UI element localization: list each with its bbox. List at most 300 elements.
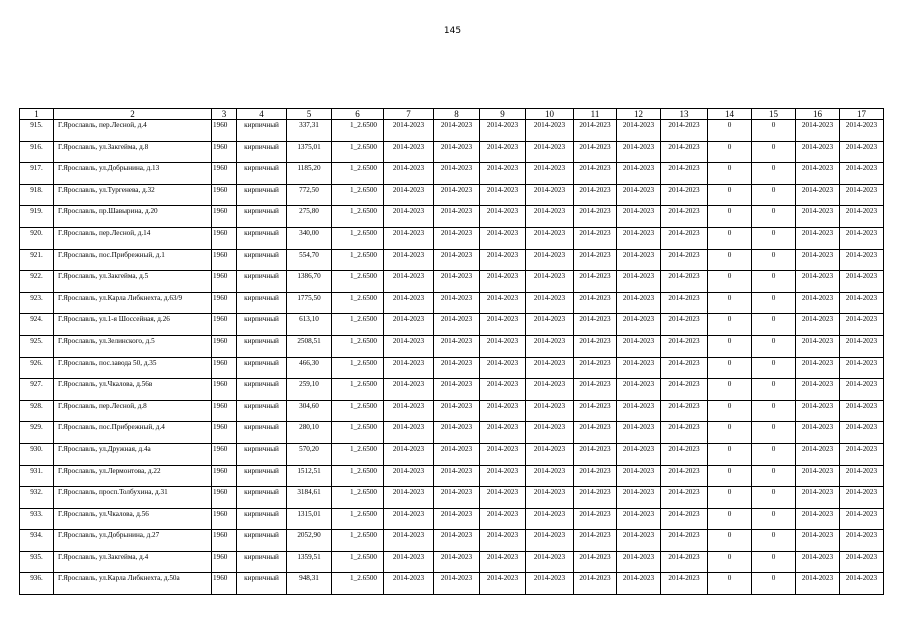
count-cell: 0 (752, 335, 796, 357)
period-cell: 2014-2023 (574, 400, 617, 422)
period-cell: 2014-2023 (480, 314, 526, 336)
period-cell: 2014-2023 (574, 508, 617, 530)
count-cell: 0 (708, 184, 752, 206)
column-header: 13 (661, 109, 708, 120)
row-number-cell: 923. (20, 292, 54, 314)
period-cell: 2014-2023 (840, 206, 884, 228)
period-cell: 2014-2023 (384, 314, 434, 336)
period-cell: 2014-2023 (526, 335, 574, 357)
address-cell: Г.Ярославль, ул.Зелинского, д.5 (54, 335, 212, 357)
period-cell: 2014-2023 (796, 271, 840, 293)
year-cell: 1960 (212, 141, 237, 163)
period-cell: 2014-2023 (840, 530, 884, 552)
table-row (20, 530, 884, 552)
count-cell: 0 (708, 357, 752, 379)
count-cell: 0 (708, 487, 752, 509)
period-cell: 2014-2023 (661, 530, 708, 552)
period-cell: 2014-2023 (796, 163, 840, 185)
address-cell: Г.Ярославль, пер.Лесной, д.8 (54, 400, 212, 422)
period-cell: 2014-2023 (840, 379, 884, 401)
period-cell: 2014-2023 (661, 422, 708, 444)
period-cell: 2014-2023 (617, 551, 661, 573)
wall-material-cell: кирпичный (237, 141, 287, 163)
period-cell: 2014-2023 (617, 443, 661, 465)
address-cell: Г.Ярославль, пр.Шавырина, д.20 (54, 206, 212, 228)
period-cell: 2014-2023 (434, 206, 480, 228)
address-cell: Г.Ярославль, ул.Добрынина, д.27 (54, 530, 212, 552)
wall-material-cell: кирпичный (237, 400, 287, 422)
count-cell: 0 (752, 508, 796, 530)
period-cell: 2014-2023 (617, 141, 661, 163)
table-row (20, 163, 884, 185)
code-cell: 1_2.6500 (332, 400, 384, 422)
period-cell: 2014-2023 (796, 335, 840, 357)
wall-material-cell: кирпичный (237, 530, 287, 552)
year-cell: 1960 (212, 530, 237, 552)
period-cell: 2014-2023 (526, 443, 574, 465)
area-cell: 304,60 (287, 400, 332, 422)
table-row (20, 292, 884, 314)
table-row (20, 400, 884, 422)
wall-material-cell: кирпичный (237, 465, 287, 487)
table-body (20, 120, 884, 595)
address-cell: Г.Ярославль, ул.Чкалова, д.56в (54, 379, 212, 401)
code-cell: 1_2.6500 (332, 465, 384, 487)
period-cell: 2014-2023 (574, 573, 617, 595)
period-cell: 2014-2023 (661, 443, 708, 465)
period-cell: 2014-2023 (434, 271, 480, 293)
address-cell: Г.Ярославль, пер.Лесной, д.14 (54, 227, 212, 249)
period-cell: 2014-2023 (480, 379, 526, 401)
address-cell: Г.Ярославль, ул.Чкалова, д.56 (54, 508, 212, 530)
table-row (20, 249, 884, 271)
row-number-cell: 917. (20, 163, 54, 185)
row-number-cell: 931. (20, 465, 54, 487)
period-cell: 2014-2023 (796, 314, 840, 336)
wall-material-cell: кирпичный (237, 292, 287, 314)
period-cell: 2014-2023 (796, 422, 840, 444)
period-cell: 2014-2023 (617, 292, 661, 314)
code-cell: 1_2.6500 (332, 141, 384, 163)
column-number-row (20, 109, 884, 120)
period-cell: 2014-2023 (480, 249, 526, 271)
area-cell: 3184,61 (287, 487, 332, 509)
table-row (20, 314, 884, 336)
year-cell: 1960 (212, 357, 237, 379)
period-cell: 2014-2023 (617, 400, 661, 422)
period-cell: 2014-2023 (434, 573, 480, 595)
page-number: 145 (443, 26, 462, 36)
period-cell: 2014-2023 (796, 249, 840, 271)
period-cell: 2014-2023 (661, 206, 708, 228)
area-cell: 1359,51 (287, 551, 332, 573)
period-cell: 2014-2023 (617, 314, 661, 336)
period-cell: 2014-2023 (661, 379, 708, 401)
period-cell: 2014-2023 (526, 141, 574, 163)
period-cell: 2014-2023 (574, 184, 617, 206)
count-cell: 0 (752, 379, 796, 401)
period-cell: 2014-2023 (617, 184, 661, 206)
column-header: 7 (384, 109, 434, 120)
period-cell: 2014-2023 (434, 227, 480, 249)
period-cell: 2014-2023 (796, 227, 840, 249)
table-row (20, 422, 884, 444)
period-cell: 2014-2023 (526, 379, 574, 401)
table-row (20, 335, 884, 357)
column-header: 3 (212, 109, 237, 120)
address-cell: Г.Ярославль, пер.Лесной, д.4 (54, 120, 212, 142)
area-cell: 772,50 (287, 184, 332, 206)
address-cell: Г.Ярославль, пос.завода 50, д.35 (54, 357, 212, 379)
count-cell: 0 (708, 422, 752, 444)
period-cell: 2014-2023 (526, 314, 574, 336)
period-cell: 2014-2023 (384, 443, 434, 465)
period-cell: 2014-2023 (840, 551, 884, 573)
period-cell: 2014-2023 (661, 120, 708, 142)
area-cell: 1375,01 (287, 141, 332, 163)
period-cell: 2014-2023 (796, 141, 840, 163)
row-number-cell: 922. (20, 271, 54, 293)
area-cell: 1775,50 (287, 292, 332, 314)
period-cell: 2014-2023 (796, 292, 840, 314)
period-cell: 2014-2023 (384, 487, 434, 509)
code-cell: 1_2.6500 (332, 271, 384, 293)
wall-material-cell: кирпичный (237, 508, 287, 530)
year-cell: 1960 (212, 573, 237, 595)
period-cell: 2014-2023 (526, 120, 574, 142)
period-cell: 2014-2023 (526, 227, 574, 249)
code-cell: 1_2.6500 (332, 314, 384, 336)
period-cell: 2014-2023 (617, 335, 661, 357)
area-cell: 1185,20 (287, 163, 332, 185)
period-cell: 2014-2023 (661, 184, 708, 206)
column-header: 8 (434, 109, 480, 120)
period-cell: 2014-2023 (526, 530, 574, 552)
period-cell: 2014-2023 (617, 487, 661, 509)
column-header: 12 (617, 109, 661, 120)
period-cell: 2014-2023 (796, 465, 840, 487)
period-cell: 2014-2023 (434, 530, 480, 552)
period-cell: 2014-2023 (661, 271, 708, 293)
period-cell: 2014-2023 (526, 163, 574, 185)
wall-material-cell: кирпичный (237, 314, 287, 336)
period-cell: 2014-2023 (384, 357, 434, 379)
area-cell: 340,00 (287, 227, 332, 249)
table-row (20, 271, 884, 293)
table-row (20, 141, 884, 163)
period-cell: 2014-2023 (384, 184, 434, 206)
wall-material-cell: кирпичный (237, 551, 287, 573)
period-cell: 2014-2023 (617, 120, 661, 142)
period-cell: 2014-2023 (574, 206, 617, 228)
code-cell: 1_2.6500 (332, 551, 384, 573)
year-cell: 1960 (212, 120, 237, 142)
period-cell: 2014-2023 (617, 271, 661, 293)
column-header: 11 (574, 109, 617, 120)
period-cell: 2014-2023 (840, 227, 884, 249)
period-cell: 2014-2023 (574, 551, 617, 573)
code-cell: 1_2.6500 (332, 249, 384, 271)
year-cell: 1960 (212, 227, 237, 249)
period-cell: 2014-2023 (840, 357, 884, 379)
row-number-cell: 932. (20, 487, 54, 509)
period-cell: 2014-2023 (480, 465, 526, 487)
code-cell: 1_2.6500 (332, 443, 384, 465)
period-cell: 2014-2023 (384, 292, 434, 314)
wall-material-cell: кирпичный (237, 443, 287, 465)
column-header: 16 (796, 109, 840, 120)
row-number-cell: 924. (20, 314, 54, 336)
wall-material-cell: кирпичный (237, 227, 287, 249)
period-cell: 2014-2023 (574, 271, 617, 293)
year-cell: 1960 (212, 465, 237, 487)
address-cell: Г.Ярославль, просп.Толбухина, д.31 (54, 487, 212, 509)
period-cell: 2014-2023 (434, 141, 480, 163)
period-cell: 2014-2023 (661, 163, 708, 185)
table-row (20, 465, 884, 487)
count-cell: 0 (708, 573, 752, 595)
year-cell: 1960 (212, 184, 237, 206)
period-cell: 2014-2023 (526, 400, 574, 422)
period-cell: 2014-2023 (384, 422, 434, 444)
period-cell: 2014-2023 (384, 227, 434, 249)
code-cell: 1_2.6500 (332, 227, 384, 249)
period-cell: 2014-2023 (526, 206, 574, 228)
period-cell: 2014-2023 (796, 443, 840, 465)
count-cell: 0 (752, 443, 796, 465)
count-cell: 0 (752, 292, 796, 314)
code-cell: 1_2.6500 (332, 335, 384, 357)
count-cell: 0 (752, 487, 796, 509)
year-cell: 1960 (212, 314, 237, 336)
code-cell: 1_2.6500 (332, 357, 384, 379)
period-cell: 2014-2023 (480, 163, 526, 185)
period-cell: 2014-2023 (796, 508, 840, 530)
table-row (20, 508, 884, 530)
period-cell: 2014-2023 (480, 184, 526, 206)
table-row (20, 227, 884, 249)
period-cell: 2014-2023 (480, 508, 526, 530)
period-cell: 2014-2023 (480, 530, 526, 552)
period-cell: 2014-2023 (574, 335, 617, 357)
address-cell: Г.Ярославль, ул.Тургенева, д.32 (54, 184, 212, 206)
period-cell: 2014-2023 (840, 249, 884, 271)
count-cell: 0 (752, 227, 796, 249)
address-cell: Г.Ярославль, ул.Закгейма, д.8 (54, 141, 212, 163)
period-cell: 2014-2023 (574, 443, 617, 465)
period-cell: 2014-2023 (796, 184, 840, 206)
row-number-cell: 920. (20, 227, 54, 249)
code-cell: 1_2.6500 (332, 206, 384, 228)
column-header: 14 (708, 109, 752, 120)
table-row (20, 206, 884, 228)
row-number-cell: 919. (20, 206, 54, 228)
area-cell: 570,20 (287, 443, 332, 465)
wall-material-cell: кирпичный (237, 487, 287, 509)
period-cell: 2014-2023 (480, 551, 526, 573)
period-cell: 2014-2023 (661, 508, 708, 530)
code-cell: 1_2.6500 (332, 379, 384, 401)
year-cell: 1960 (212, 551, 237, 573)
count-cell: 0 (708, 335, 752, 357)
period-cell: 2014-2023 (480, 271, 526, 293)
year-cell: 1960 (212, 249, 237, 271)
wall-material-cell: кирпичный (237, 357, 287, 379)
column-header: 9 (480, 109, 526, 120)
period-cell: 2014-2023 (840, 141, 884, 163)
year-cell: 1960 (212, 292, 237, 314)
year-cell: 1960 (212, 335, 237, 357)
period-cell: 2014-2023 (434, 335, 480, 357)
period-cell: 2014-2023 (480, 357, 526, 379)
wall-material-cell: кирпичный (237, 120, 287, 142)
table-row (20, 184, 884, 206)
period-cell: 2014-2023 (434, 551, 480, 573)
count-cell: 0 (708, 314, 752, 336)
period-cell: 2014-2023 (617, 573, 661, 595)
period-cell: 2014-2023 (434, 465, 480, 487)
period-cell: 2014-2023 (434, 487, 480, 509)
period-cell: 2014-2023 (617, 465, 661, 487)
period-cell: 2014-2023 (384, 271, 434, 293)
period-cell: 2014-2023 (840, 508, 884, 530)
period-cell: 2014-2023 (526, 551, 574, 573)
count-cell: 0 (708, 379, 752, 401)
wall-material-cell: кирпичный (237, 573, 287, 595)
wall-material-cell: кирпичный (237, 249, 287, 271)
count-cell: 0 (752, 422, 796, 444)
period-cell: 2014-2023 (384, 141, 434, 163)
area-cell: 1512,51 (287, 465, 332, 487)
period-cell: 2014-2023 (661, 335, 708, 357)
period-cell: 2014-2023 (384, 120, 434, 142)
address-cell: Г.Ярославль, ул.Дружная, д.4а (54, 443, 212, 465)
wall-material-cell: кирпичный (237, 379, 287, 401)
period-cell: 2014-2023 (480, 206, 526, 228)
period-cell: 2014-2023 (617, 227, 661, 249)
period-cell: 2014-2023 (661, 292, 708, 314)
period-cell: 2014-2023 (526, 271, 574, 293)
area-cell: 554,70 (287, 249, 332, 271)
address-cell: Г.Ярославль, ул.1-я Шоссейная, д.26 (54, 314, 212, 336)
count-cell: 0 (752, 551, 796, 573)
period-cell: 2014-2023 (574, 249, 617, 271)
year-cell: 1960 (212, 206, 237, 228)
period-cell: 2014-2023 (840, 465, 884, 487)
period-cell: 2014-2023 (434, 314, 480, 336)
code-cell: 1_2.6500 (332, 508, 384, 530)
table-row (20, 487, 884, 509)
area-cell: 948,31 (287, 573, 332, 595)
code-cell: 1_2.6500 (332, 530, 384, 552)
address-cell: Г.Ярославль, ул.Закгейма, д.5 (54, 271, 212, 293)
period-cell: 2014-2023 (574, 422, 617, 444)
period-cell: 2014-2023 (480, 227, 526, 249)
period-cell: 2014-2023 (574, 379, 617, 401)
period-cell: 2014-2023 (661, 141, 708, 163)
code-cell: 1_2.6500 (332, 163, 384, 185)
period-cell: 2014-2023 (526, 508, 574, 530)
year-cell: 1960 (212, 163, 237, 185)
period-cell: 2014-2023 (796, 206, 840, 228)
period-cell: 2014-2023 (434, 120, 480, 142)
period-cell: 2014-2023 (840, 422, 884, 444)
period-cell: 2014-2023 (840, 573, 884, 595)
period-cell: 2014-2023 (526, 487, 574, 509)
period-cell: 2014-2023 (840, 271, 884, 293)
period-cell: 2014-2023 (796, 551, 840, 573)
period-cell: 2014-2023 (617, 422, 661, 444)
count-cell: 0 (708, 292, 752, 314)
period-cell: 2014-2023 (384, 530, 434, 552)
period-cell: 2014-2023 (574, 530, 617, 552)
code-cell: 1_2.6500 (332, 292, 384, 314)
row-number-cell: 926. (20, 357, 54, 379)
area-cell: 466,30 (287, 357, 332, 379)
column-header: 15 (752, 109, 796, 120)
period-cell: 2014-2023 (480, 292, 526, 314)
period-cell: 2014-2023 (617, 379, 661, 401)
period-cell: 2014-2023 (840, 163, 884, 185)
row-number-cell: 930. (20, 443, 54, 465)
code-cell: 1_2.6500 (332, 422, 384, 444)
row-number-cell: 936. (20, 573, 54, 595)
period-cell: 2014-2023 (480, 422, 526, 444)
code-cell: 1_2.6500 (332, 184, 384, 206)
period-cell: 2014-2023 (840, 314, 884, 336)
area-cell: 337,31 (287, 120, 332, 142)
period-cell: 2014-2023 (796, 379, 840, 401)
count-cell: 0 (752, 530, 796, 552)
row-number-cell: 916. (20, 141, 54, 163)
count-cell: 0 (752, 357, 796, 379)
period-cell: 2014-2023 (480, 120, 526, 142)
period-cell: 2014-2023 (574, 163, 617, 185)
count-cell: 0 (708, 271, 752, 293)
period-cell: 2014-2023 (796, 357, 840, 379)
period-cell: 2014-2023 (840, 184, 884, 206)
count-cell: 0 (708, 249, 752, 271)
period-cell: 2014-2023 (434, 443, 480, 465)
column-header: 4 (237, 109, 287, 120)
period-cell: 2014-2023 (661, 573, 708, 595)
row-number-cell: 935. (20, 551, 54, 573)
period-cell: 2014-2023 (480, 443, 526, 465)
count-cell: 0 (752, 141, 796, 163)
period-cell: 2014-2023 (384, 400, 434, 422)
period-cell: 2014-2023 (480, 573, 526, 595)
period-cell: 2014-2023 (661, 551, 708, 573)
period-cell: 2014-2023 (574, 120, 617, 142)
wall-material-cell: кирпичный (237, 206, 287, 228)
wall-material-cell: кирпичный (237, 184, 287, 206)
period-cell: 2014-2023 (526, 465, 574, 487)
registry-table (19, 108, 884, 595)
address-cell: Г.Ярославль, ул.Карла Либкнехта, д.63/9 (54, 292, 212, 314)
table-row (20, 357, 884, 379)
period-cell: 2014-2023 (526, 573, 574, 595)
period-cell: 2014-2023 (384, 335, 434, 357)
period-cell: 2014-2023 (840, 400, 884, 422)
count-cell: 0 (708, 141, 752, 163)
period-cell: 2014-2023 (384, 551, 434, 573)
period-cell: 2014-2023 (796, 573, 840, 595)
count-cell: 0 (708, 465, 752, 487)
code-cell: 1_2.6500 (332, 487, 384, 509)
address-cell: Г.Ярославль, пос.Прибрежный, д.1 (54, 249, 212, 271)
period-cell: 2014-2023 (384, 206, 434, 228)
area-cell: 1386,70 (287, 271, 332, 293)
